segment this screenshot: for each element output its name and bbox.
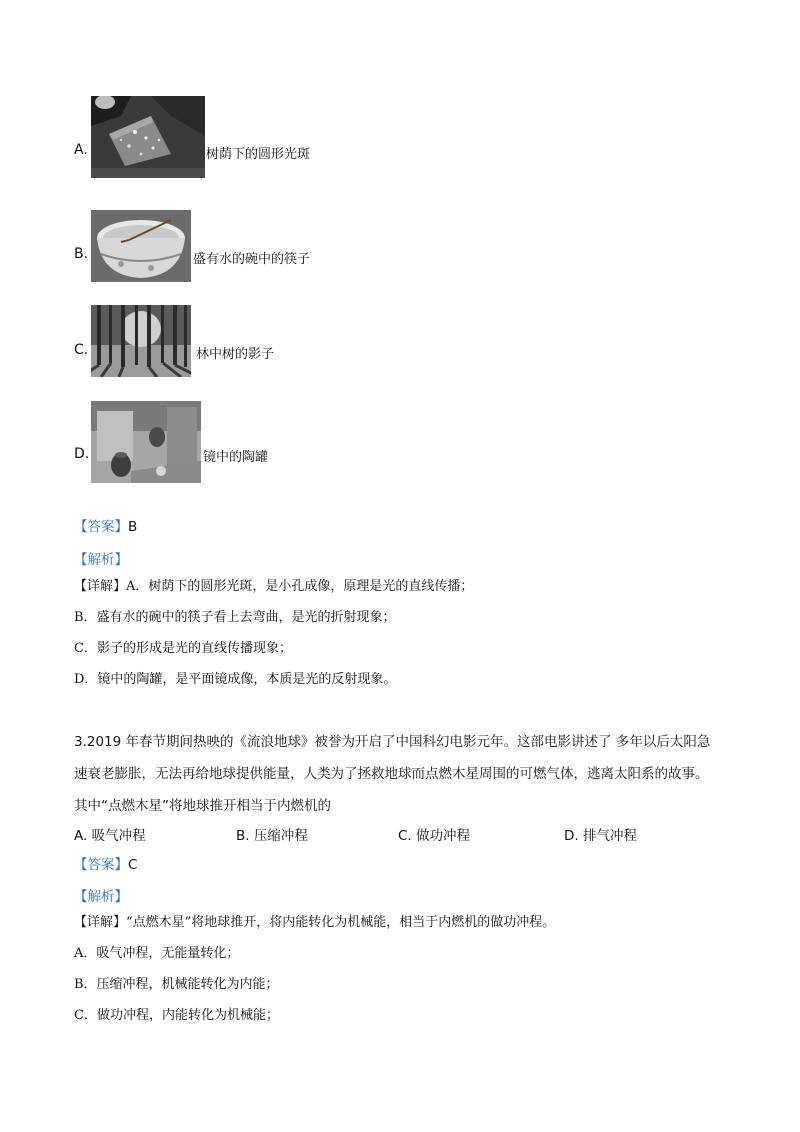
answer-tag: 【答案】 [74, 857, 128, 873]
choice-b: B. 压缩冲程 [236, 828, 308, 844]
detail-line: A．吸气冲程，无能量转化； [74, 946, 240, 961]
question-line: 速衰老膨胀，无法再给地球提供能量，人类为了拯救地球而点燃木星周围的可燃气体，逃离太阳系的故事。 [74, 766, 709, 782]
detail-line: C．做功冲程，内能转化为机械能； [74, 1008, 279, 1023]
option-caption: 林中树的影子 [196, 347, 275, 362]
question-line: 其中“点燃木星”将地球推开相当于内燃机的 [74, 798, 331, 814]
detail-line: 【详解】A．树荫下的圆形光斑，是小孔成像，原理是光的直线传播； [74, 579, 474, 594]
analysis-tag: 【解析】 [74, 552, 128, 568]
answer-value: C [128, 857, 138, 873]
chopsticks-in-water-bowl-photo [91, 210, 191, 282]
detail-line: 【详解】“点燃木星”将地球推开，将内能转化为机械能，相当于内燃机的做功冲程。 [74, 915, 556, 930]
analysis-tag: 【解析】 [74, 889, 128, 905]
option-letter: C. [74, 342, 89, 358]
choice-c: C. 做功冲程 [398, 828, 471, 844]
answer-line [74, 515, 137, 535]
option-caption: 镜中的陶罐 [203, 450, 269, 465]
detail-line: B．压缩冲程，机械能转化为内能； [74, 977, 279, 992]
choice-a: A. 吸气冲程 [74, 828, 146, 844]
option-letter: A. [74, 142, 88, 158]
option-letter: B. [74, 246, 89, 262]
tree-shade-light-spots-photo [91, 96, 205, 178]
pottery-in-mirror-photo [91, 401, 201, 483]
forest-tree-shadows-photo [91, 305, 191, 377]
option-letter: D. [74, 446, 90, 462]
detail-tag: 【详解】 [74, 915, 127, 930]
choice-d: D. 排气冲程 [564, 828, 637, 844]
detail-line: B．盛有水的碗中的筷子看上去弯曲，是光的折射现象； [74, 610, 396, 625]
answer-value: B [128, 519, 138, 535]
option-caption: 树荫下的圆形光斑 [206, 147, 311, 162]
detail-line: C．影子的形成是光的直线传播现象； [74, 641, 292, 656]
answer-tag: 【答案】 [74, 519, 128, 535]
detail-line: D．镜中的陶罐，是平面镜成像，本质是光的反射现象。 [74, 672, 397, 687]
answer-line [74, 853, 137, 873]
detail-tag: 【详解】 [74, 579, 127, 594]
question-line: 3.2019 年春节期间热映的《流浪地球》被誉为开启了中国科幻电影元年。这部电影讲述了 多年以后太阳急 [74, 734, 711, 750]
option-caption: 盛有水的碗中的筷子 [193, 252, 311, 267]
